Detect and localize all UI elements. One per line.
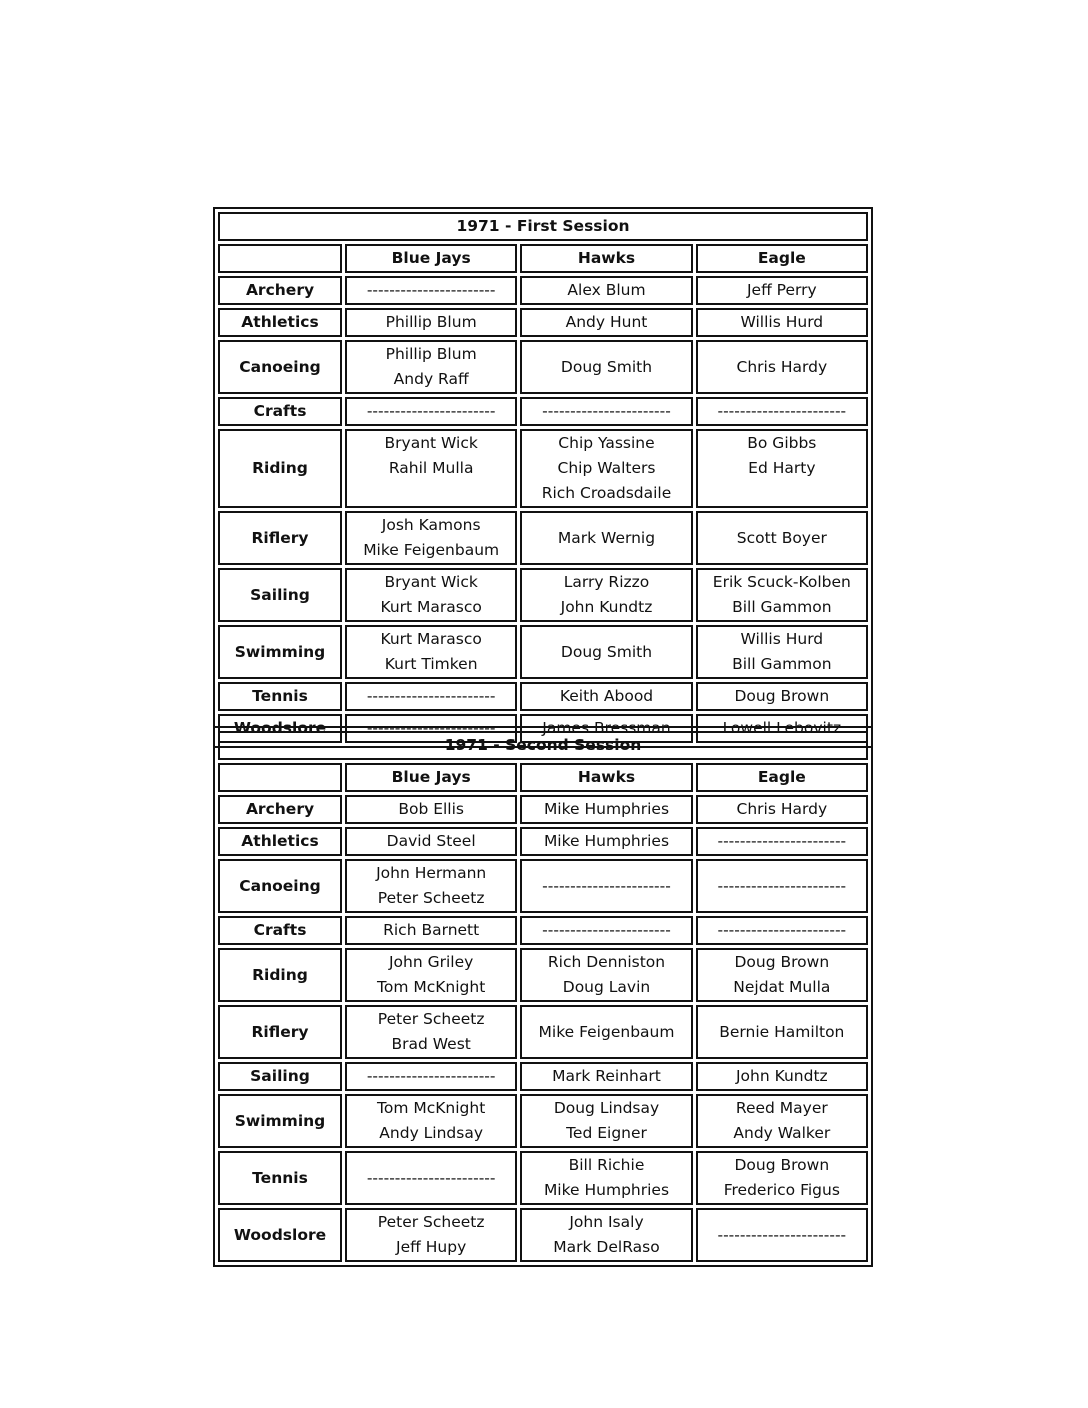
award-cell-eagle — [696, 397, 868, 426]
award-cell-eagle — [696, 1005, 868, 1059]
award-cell-blue-jays — [345, 827, 517, 856]
winner-name: Bill Richie — [568, 1156, 645, 1174]
team-header-blue-jays: Blue Jays — [345, 244, 517, 273]
activity-label: Riding — [218, 948, 342, 1002]
table-row — [218, 827, 868, 856]
award-cell-blue-jays — [345, 1151, 517, 1205]
award-cell-hawks — [520, 340, 692, 394]
table-row — [218, 795, 868, 824]
award-cell-blue-jays — [345, 916, 517, 945]
activity-label: Archery — [218, 276, 342, 305]
award-cell-blue-jays — [345, 276, 517, 305]
award-cell-blue-jays — [345, 1208, 517, 1262]
award-cell-hawks — [520, 1151, 692, 1205]
winner-name: ----------------------- — [542, 921, 671, 939]
winner-name: Keith Abood — [559, 687, 654, 705]
winner-name: Doug Brown — [734, 1156, 830, 1174]
award-cell-eagle — [696, 511, 868, 565]
winner-name: Kurt Marasco — [380, 598, 482, 616]
title-row — [218, 212, 868, 241]
team-header-row — [218, 763, 868, 792]
award-cell-blue-jays — [345, 429, 517, 508]
award-cell-eagle — [696, 429, 868, 508]
winner-name: Doug Smith — [560, 642, 653, 661]
table-row — [218, 1005, 868, 1059]
winner-name: Tom McKnight — [377, 978, 486, 996]
table-row — [218, 1208, 868, 1262]
activity-label: Riflery — [218, 511, 342, 565]
session-title: 1971 - First Session — [218, 212, 868, 241]
award-cell-hawks — [520, 1094, 692, 1148]
winner-name: Peter Scheetz — [377, 1213, 485, 1231]
award-cell-eagle — [696, 827, 868, 856]
award-cell-hawks — [520, 795, 692, 824]
winner-name: Willis Hurd — [740, 313, 824, 331]
activity-label: Riding — [218, 429, 342, 508]
award-cell-hawks — [520, 682, 692, 711]
header-corner-cell — [218, 763, 342, 792]
award-cell-blue-jays — [345, 948, 517, 1002]
team-header-eagle: Eagle — [696, 763, 868, 792]
winner-name: Mike Humphries — [543, 800, 670, 818]
winner-name: Erik Scuck-Kolben — [712, 573, 851, 591]
winner-name: Bryant Wick — [384, 573, 478, 591]
team-header-blue-jays: Blue Jays — [345, 763, 517, 792]
winner-name: Josh Kamons — [381, 516, 481, 534]
winner-name: ----------------------- — [366, 281, 496, 299]
winner-name: Andy Lindsay — [379, 1124, 484, 1142]
award-cell-hawks — [520, 511, 692, 565]
winner-name: John Kundtz — [560, 598, 653, 616]
award-cell-eagle — [696, 916, 868, 945]
award-cell-blue-jays — [345, 625, 517, 679]
award-cell-eagle — [696, 625, 868, 679]
winner-name: Rich Barnett — [383, 921, 480, 939]
award-cell-eagle — [696, 276, 868, 305]
winner-name: Mike Humphries — [543, 1181, 670, 1199]
session-title: 1971 - Second Session — [218, 731, 868, 760]
activity-label: Woodslore — [218, 1208, 342, 1262]
activity-label: Swimming — [218, 1094, 342, 1148]
table-row — [218, 397, 868, 426]
award-cell-eagle — [696, 682, 868, 711]
winner-name: Bob Ellis — [398, 800, 464, 818]
winner-name: Andy Walker — [733, 1124, 831, 1142]
winner-name: Mark Wernig — [557, 528, 656, 547]
winner-name: Mark Reinhart — [552, 1067, 661, 1085]
winner-name: Rich Croadsdaile — [541, 484, 672, 502]
award-cell-hawks — [520, 948, 692, 1002]
winner-name: Bernie Hamilton — [719, 1022, 845, 1041]
activity-label: Crafts — [218, 397, 342, 426]
winner-name: Doug Lindsay — [553, 1099, 660, 1117]
activity-label: Tennis — [218, 1151, 342, 1205]
winner-name: Ted Eigner — [566, 1124, 647, 1142]
winner-name: ----------------------- — [717, 876, 847, 895]
team-header-eagle: Eagle — [696, 244, 868, 273]
activity-label: Athletics — [218, 827, 342, 856]
award-cell-hawks — [520, 276, 692, 305]
award-cell-blue-jays — [345, 682, 517, 711]
award-cell-hawks — [520, 916, 692, 945]
first-session-table-wrapper — [213, 207, 873, 748]
award-cell-blue-jays — [345, 1062, 517, 1091]
winner-name: ----------------------- — [542, 876, 671, 895]
header-corner-cell — [218, 244, 342, 273]
winner-name: ----------------------- — [366, 1067, 496, 1085]
table-row — [218, 682, 868, 711]
activity-label: Canoeing — [218, 340, 342, 394]
activity-label: Crafts — [218, 916, 342, 945]
award-cell-blue-jays — [345, 859, 517, 913]
table-row — [218, 276, 868, 305]
table-row — [218, 1062, 868, 1091]
winner-name: Reed Mayer — [735, 1099, 828, 1117]
team-header-hawks: Hawks — [520, 244, 692, 273]
award-cell-blue-jays — [345, 397, 517, 426]
winner-name: ----------------------- — [542, 402, 671, 420]
team-header-row — [218, 244, 868, 273]
winner-name: Scott Boyer — [736, 528, 827, 547]
award-cell-eagle — [696, 795, 868, 824]
winner-name: Bo Gibbs — [747, 434, 817, 452]
winner-name: Phillip Blum — [385, 313, 477, 331]
award-cell-hawks — [520, 308, 692, 337]
activity-label: Athletics — [218, 308, 342, 337]
winner-name: Andy Raff — [393, 370, 469, 388]
winner-name: Chris Hardy — [736, 357, 828, 376]
award-cell-eagle — [696, 308, 868, 337]
winner-name: Kurt Timken — [384, 655, 478, 673]
winner-name: Chip Yassine — [558, 434, 655, 452]
table-row — [218, 859, 868, 913]
award-cell-hawks — [520, 1208, 692, 1262]
winner-name: Kurt Marasco — [380, 630, 482, 648]
award-cell-hawks — [520, 1062, 692, 1091]
title-row — [218, 731, 868, 760]
table-row — [218, 340, 868, 394]
award-cell-hawks — [520, 429, 692, 508]
winner-name: Brad West — [391, 1035, 471, 1053]
winner-name: Jeff Perry — [746, 281, 817, 299]
table-row — [218, 429, 868, 508]
winner-name: ----------------------- — [717, 921, 847, 939]
award-cell-eagle — [696, 1062, 868, 1091]
winner-name: ----------------------- — [366, 1168, 496, 1187]
table-row — [218, 1094, 868, 1148]
award-cell-blue-jays — [345, 340, 517, 394]
winner-name: Doug Smith — [560, 357, 653, 376]
award-cell-eagle — [696, 859, 868, 913]
winner-name: Willis Hurd — [740, 630, 824, 648]
winner-name: Doug Brown — [734, 687, 830, 705]
winner-name: ----------------------- — [717, 832, 847, 850]
award-cell-blue-jays — [345, 1094, 517, 1148]
winner-name: ----------------------- — [366, 402, 496, 420]
award-cell-blue-jays — [345, 511, 517, 565]
activity-label: Riflery — [218, 1005, 342, 1059]
activity-label: Archery — [218, 795, 342, 824]
winner-name: Bill Gammon — [732, 655, 832, 673]
winner-name: John Kundtz — [735, 1067, 828, 1085]
second-session-body — [218, 795, 868, 1262]
table-row — [218, 568, 868, 622]
award-cell-hawks — [520, 859, 692, 913]
activity-label: Canoeing — [218, 859, 342, 913]
winner-name: Rich Denniston — [547, 953, 666, 971]
winner-name: John Griley — [388, 953, 474, 971]
activity-label: Tennis — [218, 682, 342, 711]
award-cell-blue-jays — [345, 795, 517, 824]
winner-name: Tom McKnight — [377, 1099, 486, 1117]
winner-name: Alex Blum — [567, 281, 646, 299]
award-cell-eagle — [696, 568, 868, 622]
winner-name: Phillip Blum — [385, 345, 477, 363]
award-cell-eagle — [696, 1094, 868, 1148]
award-cell-blue-jays — [345, 568, 517, 622]
winner-name: ----------------------- — [366, 719, 496, 737]
winner-name: John Hermann — [376, 864, 487, 882]
winner-name: Nejdat Mulla — [733, 978, 831, 996]
award-cell-hawks — [520, 397, 692, 426]
winner-name: Chris Hardy — [736, 800, 828, 818]
table-row — [218, 511, 868, 565]
winner-name — [347, 481, 515, 506]
winner-name: Ed Harty — [748, 459, 816, 477]
award-cell-hawks — [520, 1005, 692, 1059]
winner-name: ----------------------- — [366, 687, 496, 705]
winner-name: Bill Gammon — [732, 598, 832, 616]
first-session-table — [213, 207, 873, 748]
activity-label: Swimming — [218, 625, 342, 679]
winner-name: Doug Brown — [734, 953, 830, 971]
winner-name: Jeff Hupy — [396, 1238, 467, 1256]
award-cell-hawks — [520, 827, 692, 856]
winner-name: Peter Scheetz — [377, 1010, 485, 1028]
winner-name: ----------------------- — [717, 402, 847, 420]
table-row — [218, 1151, 868, 1205]
table-row — [218, 916, 868, 945]
award-cell-blue-jays — [345, 1005, 517, 1059]
award-cell-eagle — [696, 948, 868, 1002]
winner-name: Andy Hunt — [565, 313, 648, 331]
winner-name: Frederico Figus — [723, 1181, 840, 1199]
winner-name — [698, 481, 866, 506]
first-session-body — [218, 276, 868, 743]
winner-name: Mike Feigenbaum — [538, 1022, 675, 1041]
award-cell-eagle — [696, 1208, 868, 1262]
activity-label: Sailing — [218, 1062, 342, 1091]
winner-name: Bryant Wick — [384, 434, 478, 452]
award-cell-hawks — [520, 625, 692, 679]
winner-name: David Steel — [386, 832, 476, 850]
table-row — [218, 625, 868, 679]
winner-name: Chip Walters — [557, 459, 656, 477]
second-session-table — [213, 726, 873, 1267]
winner-name: ----------------------- — [717, 1225, 847, 1244]
activity-label: Sailing — [218, 568, 342, 622]
award-cell-hawks — [520, 568, 692, 622]
winner-name: Mike Feigenbaum — [363, 541, 500, 559]
winner-name: Rahil Mulla — [388, 459, 474, 477]
team-header-hawks: Hawks — [520, 763, 692, 792]
table-row — [218, 308, 868, 337]
table-row — [218, 948, 868, 1002]
winner-name: James Bressman — [542, 719, 671, 737]
winner-name: Mark DelRaso — [553, 1238, 660, 1256]
activity-label: Woodslore — [218, 714, 342, 743]
award-cell-eagle — [696, 340, 868, 394]
winner-name: John Isaly — [569, 1213, 644, 1231]
winner-name: Doug Lavin — [562, 978, 651, 996]
award-cell-eagle — [696, 1151, 868, 1205]
winner-name: Lowell Lebovitz — [722, 719, 842, 737]
second-session-table-wrapper — [213, 726, 873, 1267]
winner-name: Mike Humphries — [543, 832, 670, 850]
winner-name: Peter Scheetz — [377, 889, 485, 907]
winner-name: Larry Rizzo — [563, 573, 650, 591]
award-cell-blue-jays — [345, 308, 517, 337]
